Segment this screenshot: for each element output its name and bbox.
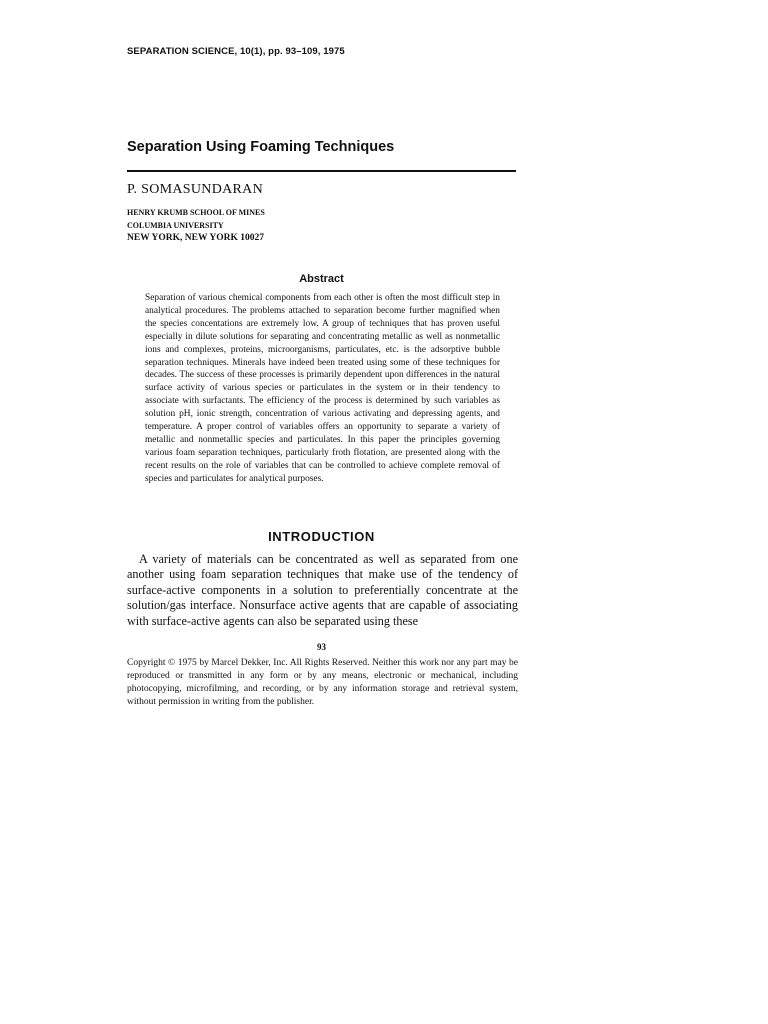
author-affiliation	[127, 207, 265, 245]
title-rule	[127, 170, 516, 172]
author-name: P. SOMASUNDARAN	[127, 182, 263, 197]
article-title: Separation Using Foaming Techniques	[127, 139, 395, 155]
section-heading-introduction: INTRODUCTION	[268, 529, 375, 544]
abstract-heading: Abstract	[299, 273, 344, 285]
journal-citation: SEPARATION SCIENCE, 10(1), pp. 93–109, 1975	[127, 46, 345, 57]
page-number: 93	[317, 642, 326, 652]
introduction-text: A variety of materials can be concentrated as well as separated from one another using foam separation techniques that make use of the tendency of surface-active components in a solution to preferentially concentrate at the solution/gas interface. Nonsurface active agents that are capable of associating with surface-active agents can also be separated using these	[127, 552, 518, 628]
affiliation-line: COLUMBIA UNIVERSITY	[127, 220, 224, 230]
affiliation-line: HENRY KRUMB SCHOOL OF MINES	[127, 208, 265, 217]
copyright-notice: Copyright © 1975 by Marcel Dekker, Inc. All Rights Reserved. Neither this work nor any part may be reproduced or transmitted in any form or by any means, electronic or mechanical, including photocopying, microfilming, and recording, or by any information storage and retrieval system, without permission in writing from the publisher.	[127, 658, 518, 707]
affiliation-line: NEW YORK, NEW YORK 10027	[127, 233, 264, 243]
abstract-text: Separation of various chemical components from each other is often the most difficult step in analytical procedures. The problems attached to separation become further magnified when the species concentations are extremely low. A group of techniques that has proven useful especially in dilute solutions for separating and concentrating metallic as well as nonmetallic ions and complexes, proteins, microorganisms, particulates, etc. is the adsorptive bubble separation techniques. Minerals have indeed been treated using some of these techniques for decades. The success of these processes is primarily dependent upon differences in the natural surface activity of various species or particulates in the system or in their tendency to associate with surfactants. The efficiency of the process is determined by such variables as solution pH, ionic strength, concentration of various activating and depressing agents, and temperature. A proper control of variables offers an opportunity to separate a variety of metallic and nonmetallic species and particulates. In this paper the principles governing various foam separation techniques, particularly froth flotation, are presented along with the recent results on the role of variables that can be controlled to achieve complete removal of species and particulates for analytical purposes.	[145, 293, 500, 484]
